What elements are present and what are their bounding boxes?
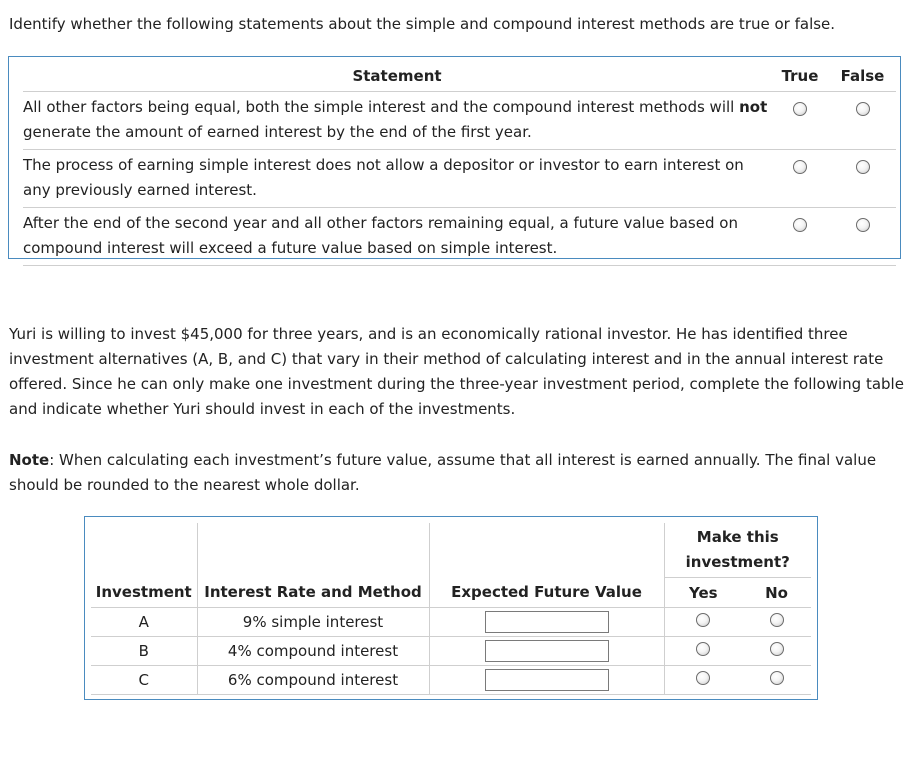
make-investment-header: Make this investment?	[664, 523, 811, 578]
table-row	[23, 150, 896, 208]
yes-header: Yes	[664, 578, 742, 608]
emphasis-text: not	[739, 98, 768, 116]
note-label: Note	[9, 451, 50, 469]
table-row	[23, 92, 896, 150]
rate-method-header: Interest Rate and Method	[197, 578, 429, 608]
investment-b-no-radio[interactable]	[770, 642, 784, 656]
table-row	[91, 666, 811, 695]
false-header: False	[829, 61, 896, 92]
statement-header: Statement	[23, 61, 771, 92]
investment-b-yes-radio[interactable]	[696, 642, 710, 656]
future-value-input-a[interactable]	[485, 611, 609, 633]
note-text: : When calculating each investment’s future value, assume that all interest is earned annually. The final value should be rounded to the nearest whole dollar.	[9, 451, 877, 494]
true-false-table-container	[8, 56, 901, 259]
investment-label: B	[91, 637, 197, 666]
rate-method: 6% compound interest	[197, 666, 429, 695]
table-row	[23, 208, 896, 266]
future-value-header: Expected Future Value	[429, 578, 664, 608]
future-value-input-b[interactable]	[485, 640, 609, 662]
statement-text: All other factors being equal, both the simple interest and the compound interest methods will not generate the amount of earned interest by the end of the first year.	[23, 92, 771, 150]
instructions-text: Identify whether the following statements about the simple and compound interest methods are true or false.	[9, 15, 836, 33]
investment-table	[91, 523, 811, 695]
statement-1-false-radio[interactable]	[856, 102, 870, 116]
rate-method: 9% simple interest	[197, 608, 429, 637]
investment-c-yes-radio[interactable]	[696, 671, 710, 685]
no-header: No	[742, 578, 811, 608]
investment-table-container	[84, 516, 818, 700]
statement-3-true-radio[interactable]	[793, 218, 807, 232]
investment-label: A	[91, 608, 197, 637]
true-false-table	[23, 61, 896, 266]
investment-label: C	[91, 666, 197, 695]
investment-a-yes-radio[interactable]	[696, 613, 710, 627]
future-value-input-c[interactable]	[485, 669, 609, 691]
statement-2-false-radio[interactable]	[856, 160, 870, 174]
statement-1-true-radio[interactable]	[793, 102, 807, 116]
table-row	[91, 637, 811, 666]
true-header: True	[771, 61, 829, 92]
scenario-paragraph: Yuri is willing to invest $45,000 for three years, and is an economically rational investor. He has identified three investment alternatives (A, B, and C) that vary in their method of calculating interest and in the annual interest rate offered. Since he can only make one investment during the three-year investment period, complete the following table and indicate whether Yuri should invest in each of the investments.	[9, 325, 904, 418]
rate-method: 4% compound interest	[197, 637, 429, 666]
statement-2-true-radio[interactable]	[793, 160, 807, 174]
investment-a-no-radio[interactable]	[770, 613, 784, 627]
statement-text: After the end of the second year and all other factors remaining equal, a future value based on compound interest will exceed a future value based on simple interest.	[23, 208, 771, 266]
statement-3-false-radio[interactable]	[856, 218, 870, 232]
note-paragraph	[9, 448, 904, 498]
table-row	[91, 608, 811, 637]
investment-header: Investment	[91, 578, 197, 608]
investment-c-no-radio[interactable]	[770, 671, 784, 685]
statement-text: The process of earning simple interest does not allow a depositor or investor to earn interest on any previously earned interest.	[23, 150, 771, 208]
